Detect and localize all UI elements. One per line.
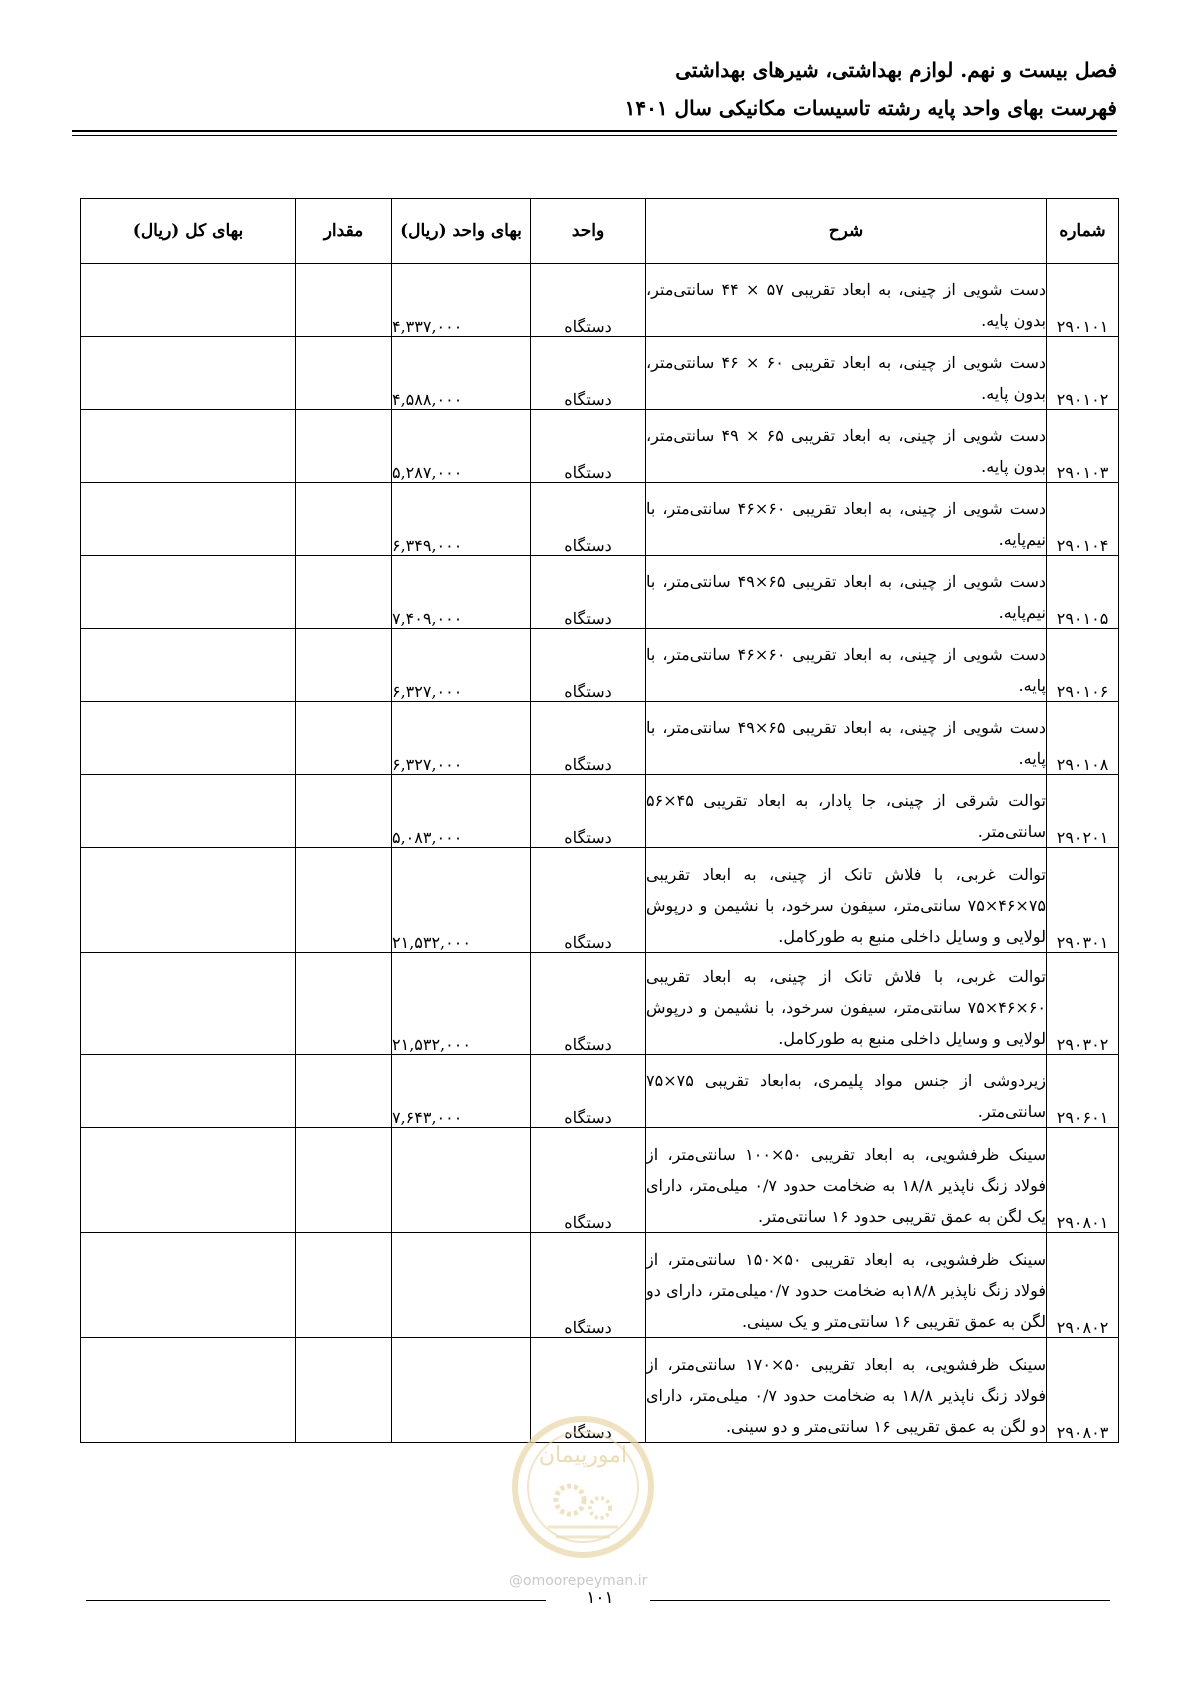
row-total-price (81, 775, 296, 848)
row-unit-price: ۷,۴۰۹,۰۰۰ (392, 556, 531, 629)
table-row (81, 483, 1119, 556)
row-description: توالت غربی، با فلاش تانک از چینی، به ابعاد تقریبی ۶۰×۴۶×۷۵ سانتی‌متر، سیفون سرخود، با نشیمن و درپوش لولایی و وسایل داخلی منبع به طورکامل. (646, 953, 1047, 1055)
row-code: ۲۹۰۶۰۱ (1047, 1055, 1119, 1128)
table-header-row (81, 199, 1119, 264)
page-number: ۱۰۱ (586, 1588, 614, 1608)
table-row (81, 410, 1119, 483)
table-row (81, 702, 1119, 775)
table-row (81, 953, 1119, 1055)
row-description: دست شویی از چینی، به ابعاد تقریبی ۶۰ × ۴۶ سانتی‌متر، بدون پایه. (646, 337, 1047, 410)
row-quantity (296, 483, 392, 556)
row-total-price (81, 556, 296, 629)
row-description: دست شویی از چینی، به ابعاد تقریبی ۶۰×۴۶ سانتی‌متر، با نیم‌پایه. (646, 483, 1047, 556)
row-total-price (81, 848, 296, 953)
row-unit-price: ۶,۳۴۹,۰۰۰ (392, 483, 531, 556)
row-code: ۲۹۰۱۰۸ (1047, 702, 1119, 775)
row-description: سینک ظرفشویی، به ابعاد تقریبی ۵۰×۱۰۰ سانتی‌متر، از فولاد زنگ ناپذیر ۱۸/۸ به ضخامت حدود ۰/۷ میلی‌متر، دارای یک لگن به عمق تقریبی حدود ۱۶ سانتی‌متر. (646, 1128, 1047, 1233)
header-quantity: مقدار (296, 199, 392, 264)
row-code: ۲۹۰۸۰۱ (1047, 1128, 1119, 1233)
header-rule-thin (72, 135, 1117, 136)
row-unit: دستگاه (531, 629, 646, 702)
watermark-site: @omoorepeyman.ir (509, 1573, 648, 1589)
row-total-price (81, 1233, 296, 1338)
row-unit-price: ۷,۶۴۳,۰۰۰ (392, 1055, 531, 1128)
row-quantity (296, 556, 392, 629)
table-row (81, 629, 1119, 702)
price-list-title: فهرست بهای واحد پایه رشته تاسیسات مکانیکی سال ۱۴۰۱ (624, 96, 1117, 120)
row-unit: دستگاه (531, 264, 646, 337)
row-total-price (81, 410, 296, 483)
row-description: دست شویی از چینی، به ابعاد تقریبی ۶۵×۴۹ سانتی‌متر، با پایه. (646, 702, 1047, 775)
row-quantity (296, 629, 392, 702)
row-quantity (296, 848, 392, 953)
row-code: ۲۹۰۱۰۴ (1047, 483, 1119, 556)
row-code: ۲۹۰۸۰۲ (1047, 1233, 1119, 1338)
row-unit-price: ۵,۰۸۳,۰۰۰ (392, 775, 531, 848)
row-unit: دستگاه (531, 410, 646, 483)
row-unit-price (392, 1128, 531, 1233)
row-description: دست شویی از چینی، به ابعاد تقریبی ۶۵×۴۹ سانتی‌متر، با نیم‌پایه. (646, 556, 1047, 629)
price-table (80, 198, 1119, 1443)
row-total-price (81, 483, 296, 556)
row-total-price (81, 953, 296, 1055)
footer-rule-right (650, 1600, 1110, 1601)
row-unit-price: ۲۱,۵۳۲,۰۰۰ (392, 953, 531, 1055)
header-rule-thick (72, 130, 1117, 132)
header-code: شماره (1047, 199, 1119, 264)
row-unit: دستگاه (531, 483, 646, 556)
row-description: زیردوشی از جنس مواد پلیمری، به‌ابعاد تقریبی ۷۵×۷۵ سانتی‌متر. (646, 1055, 1047, 1128)
table-row (81, 556, 1119, 629)
footer-rule-left (86, 1600, 546, 1601)
row-unit-price: ۴,۵۸۸,۰۰۰ (392, 337, 531, 410)
watermark-logo-text: امورپیمان (538, 1443, 628, 1468)
row-total-price (81, 1338, 296, 1443)
row-unit: دستگاه (531, 556, 646, 629)
row-unit-price: ۲۱,۵۳۲,۰۰۰ (392, 848, 531, 953)
table-body (81, 264, 1119, 1443)
header-unit: واحد (531, 199, 646, 264)
row-unit: دستگاه (531, 775, 646, 848)
row-unit: دستگاه (531, 848, 646, 953)
row-quantity (296, 1233, 392, 1338)
chapter-title: فصل بیست و نهم. لوازم بهداشتی، شیرهای بهداشتی (675, 58, 1117, 82)
row-description: توالت شرقی از چینی، جا پادار، به ابعاد تقریبی ۴۵×۵۶ سانتی‌متر. (646, 775, 1047, 848)
row-quantity (296, 337, 392, 410)
row-code: ۲۹۰۱۰۵ (1047, 556, 1119, 629)
page-header (72, 52, 1117, 138)
row-description: دست شویی از چینی، به ابعاد تقریبی ۶۵ × ۴۹ سانتی‌متر، بدون پایه. (646, 410, 1047, 483)
row-total-price (81, 629, 296, 702)
row-unit-price (392, 1338, 531, 1443)
table-row (81, 1055, 1119, 1128)
header-description: شرح (646, 199, 1047, 264)
row-code: ۲۹۰۱۰۲ (1047, 337, 1119, 410)
table-row (81, 1233, 1119, 1338)
row-unit: دستگاه (531, 1233, 646, 1338)
row-unit: دستگاه (531, 953, 646, 1055)
row-unit: دستگاه (531, 1055, 646, 1128)
row-description: سینک ظرفشویی، به ابعاد تقریبی ۵۰×۱۷۰ سانتی‌متر، از فولاد زنگ ناپذیر ۱۸/۸ به ضخامت حدود ۰/۷ میلی‌متر، دارای دو لگن به عمق تقریبی ۱۶ سانتی‌متر و دو سینی. (646, 1338, 1047, 1443)
row-quantity (296, 1338, 392, 1443)
row-code: ۲۹۰۸۰۳ (1047, 1338, 1119, 1443)
header-total-price: بهای کل (ریال) (81, 199, 296, 264)
table-row (81, 264, 1119, 337)
row-quantity (296, 1055, 392, 1128)
row-unit-price: ۵,۲۸۷,۰۰۰ (392, 410, 531, 483)
row-code: ۲۹۰۱۰۶ (1047, 629, 1119, 702)
row-code: ۲۹۰۳۰۱ (1047, 848, 1119, 953)
row-unit-price (392, 1233, 531, 1338)
header-unit-price: بهای واحد (ریال) (392, 199, 531, 264)
row-quantity (296, 702, 392, 775)
row-unit-price: ۴,۳۳۷,۰۰۰ (392, 264, 531, 337)
row-code: ۲۹۰۱۰۳ (1047, 410, 1119, 483)
row-total-price (81, 337, 296, 410)
row-total-price (81, 702, 296, 775)
row-quantity (296, 410, 392, 483)
row-quantity (296, 1128, 392, 1233)
table-row (81, 848, 1119, 953)
row-unit-price: ۶,۳۲۷,۰۰۰ (392, 629, 531, 702)
row-unit: دستگاه (531, 1338, 646, 1443)
row-unit-price: ۶,۳۲۷,۰۰۰ (392, 702, 531, 775)
row-total-price (81, 264, 296, 337)
table-row (81, 1128, 1119, 1233)
row-quantity (296, 775, 392, 848)
row-total-price (81, 1055, 296, 1128)
table-row (81, 775, 1119, 848)
row-code: ۲۹۰۱۰۱ (1047, 264, 1119, 337)
row-description: دست شویی از چینی، به ابعاد تقریبی ۵۷ × ۴۴ سانتی‌متر، بدون پایه. (646, 264, 1047, 337)
row-code: ۲۹۰۳۰۲ (1047, 953, 1119, 1055)
row-unit: دستگاه (531, 1128, 646, 1233)
table-row (81, 337, 1119, 410)
table-row (81, 1338, 1119, 1443)
row-description: دست شویی از چینی، به ابعاد تقریبی ۶۰×۴۶ سانتی‌متر، با پایه. (646, 629, 1047, 702)
row-quantity (296, 264, 392, 337)
row-quantity (296, 953, 392, 1055)
row-description: سینک ظرفشویی، به ابعاد تقریبی ۵۰×۱۵۰ سانتی‌متر، از فولاد زنگ ناپذیر ۱۸/۸به ضخامت حدود ۰/۷میلی‌متر، دارای دو لگن به عمق تقریبی ۱۶ سانتی‌متر و یک سینی. (646, 1233, 1047, 1338)
row-unit: دستگاه (531, 702, 646, 775)
row-description: توالت غربی، با فلاش تانک از چینی، به ابعاد تقریبی ۷۵×۴۶×۷۵ سانتی‌متر، سیفون سرخود، با نشیمن و درپوش لولایی و وسایل داخلی منبع به طورکامل. (646, 848, 1047, 953)
row-total-price (81, 1128, 296, 1233)
row-unit: دستگاه (531, 337, 646, 410)
row-code: ۲۹۰۲۰۱ (1047, 775, 1119, 848)
